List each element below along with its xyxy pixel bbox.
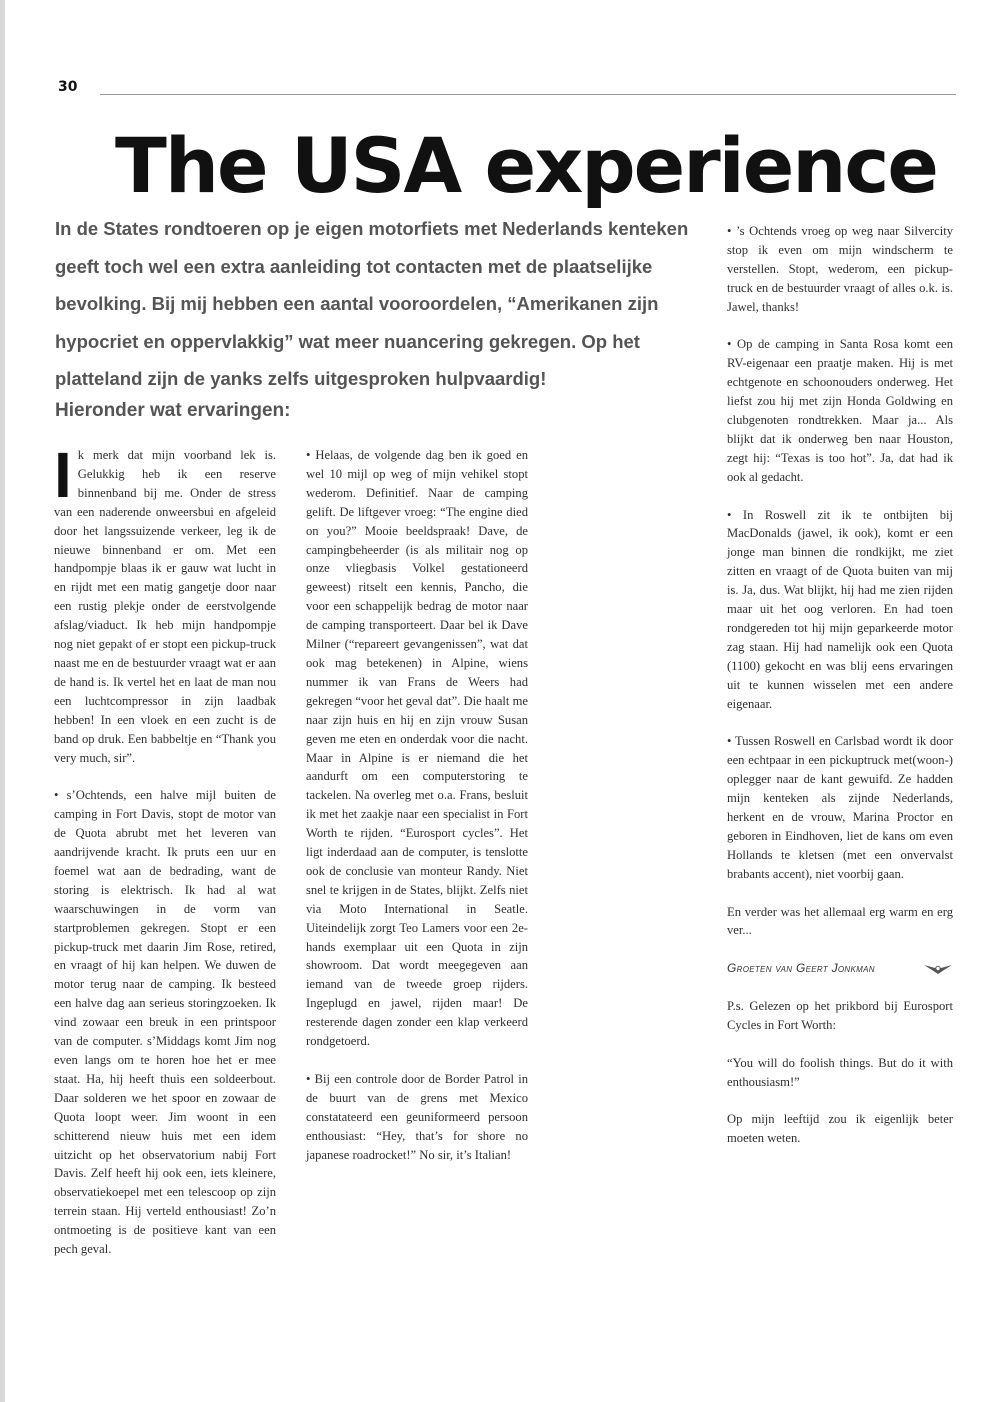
author-signoff: Groeten van Geert Jonkman xyxy=(727,961,875,976)
ps-quote: “You will do foolish things. But do it with enthousiasm!” xyxy=(727,1055,953,1089)
paragraph-8: • Tussen Roswell en Carlsbad wordt ik door een echtpaar in een pickuptruck met(woon-) oplegger naar de kant gewuifd. Ze hadden mijn kenteken als zijnde Nederlands, herkent en de vrouw, Marina Proctor en geboren in Eindhoven, liet de kans om even Hollands te kletsen (met een onvervalst brabants accent), niet voorbij gaan. xyxy=(727,734,953,881)
paragraph-4: • Bij een controle door de Border Patrol in de buurt van de grens met Mexico constatateerd een geuniformeerd persoon enthousiast: “Hey, that’s for shore no japanese roadrocket!” No sir, it’s Italian! xyxy=(306,1071,528,1162)
paragraph-9: En verder was het allemaal erg warm en erg ver... xyxy=(727,904,953,938)
text-column-2 xyxy=(306,446,528,1183)
drop-cap: I xyxy=(54,439,72,511)
paragraph-3: • Helaas, de volgende dag ben ik goed en wel 10 mijl op weg of mijn vehikel stopt wederom. Definitief. Naar de camping gelift. De liftgever vroeg: “The engine died on you?” Mooie beeldspraak! Dave, de campingbeheerder (is als militair nog op onze vliegbasis Volkel gestationeerd geweest) ritselt een kennis, Pancho, die voor een schappelijk bedrag de motor naar de camping transporteert. Daar bel ik Dave Milner (“repareert gevangenissen”, wat dat ook mag betekenen) in Alpine, wiens nummer ik van Frans de Weers had gekregen “voor het geval dat”. Die haalt me naar zijn huis en hij en zijn vrouw Susan geven me eten en onderdak voor die nacht. Maar in Alpine is er niemand die het aandurft om een computerstoring te tackelen. Na overleg met o.a. Frans, besluit ik met het zaakje naar een specialist in Fort Worth te rijden. “Eurosport cycles”. Het ligt inderdaad aan de computer, is tenslotte ook de conclusie van monteur Randy. Niet snel te krijgen in de States, blijkt. Zelfs niet via Moto International in Seatle. Uiteindelijk zorgt Teo Lamers voor een 2e-hands exemplaar uit een Quota in zijn showroom. Dat wordt meegegeven aan iemand van de tweede groep rijders. Ingeplugd en jawel, rijden maar! De resterende dagen zonder een klap verkeerd rondgetoerd. xyxy=(306,448,528,1049)
winged-logo-icon xyxy=(923,962,953,976)
article-title: The USA experience xyxy=(115,121,937,210)
paragraph-1-text: k merk dat mijn voorband lek is. Gelukkig heb ik een reserve binnenband bij me. Onder de stress van een naderende onweersbui en afgeleid door het langssuizende verkeer, leg ik de nieuwe binnenband er om. Met een handpompje blaas ik er gauw wat lucht in en rijdt met een matig gangetje door naar een rustig plekje onder de eerstvolgende afslag/viaduct. Ik heb mijn handpompje nog niet gepakt of er stopt een pickup-truck naast me en de bestuurder vraagt wat er aan de hand is. Ik vertel het en laat de man nou een luchtcompressor in zijn laadbak hebben! In een vloek en een zucht is de band op druk. Een babbeltje en “Thank you very much, sir”. xyxy=(54,448,276,765)
paragraph-5: • ’s Ochtends vroeg op weg naar Silvercity stop ik even om mijn windscherm te verstellen. Stopt, wederom, een pickup-truck en de bestuurder vraagt of alles o.k. is. Jawel, thanks! xyxy=(727,224,953,314)
ps-lead: P.s. Gelezen op het prikbord bij Eurosport Cycles in Fort Worth: xyxy=(727,999,953,1032)
text-column-1 xyxy=(54,439,276,1278)
article-intro: In de States rondtoeren op je eigen motorfiets met Nederlands kenteken geeft toch wel een extra aanleiding tot contacten met de plaatselijke bevolking. Bij mij hebben een aantal vooroordelen, “Amerikanen zijn hypocriet en oppervlakkig” wat meer nuancering gekregen. Op het platteland zijn de yanks zelfs uitgesproken hulpvaardig! xyxy=(55,218,689,390)
paragraph-2: • s’Ochtends, een halve mijl buiten de camping in Fort Davis, stopt de motor van de Quota abrubt met het leveren van aandrijvende kracht. Ik pruts een uur en foemel wat aan de bedrading, want de storing is elektrisch. Ik had al wat waarschuwingen in de vorm van startproblemen gekregen. Stopt er een pickup-truck met daarin Jim Rose, retired, en vraagt of hij kan helpen. We duwen de motor terug naar de camping. Ik besteed een halve dag aan serieus storingzoeken. Ik vind zowaar een breuk in een printspoor van de computer. s’Middags komt Jim nog even langs om te horen hoe het er mee staat. Ha, hij heeft thuis een soldeerbout. Daar solderen we het spoor en zowaar de Quota loopt weer. Jim woont in een schitterend nieuw huis met een idem uitzicht op het observatorium nabij Fort Davis. Zelf heeft hij ook een, iets kleinere, observatiekoepel met een telescoop op zijn terrein staan. Hij verteld enthousiast! Zo’n ontmoeting is de positieve kant van een pech geval. xyxy=(54,788,276,1257)
paragraph-7: • In Roswell zit ik te ontbijten bij MacDonalds (jawel, ik ook), komt er een jonge man binnen die rondkijkt, me ziet zitten en vraagt of de Quota buiten van mij is. Ja, dus. Wat blijkt, hij had me zien rijden maar uit het oog verloren. En had toen rondgereden tot hij mijn geparkeerde motor zag staan. Hij had namelijk ook een Quota (1100) gekocht en was blij eens ervaringen uit te kunnen wisselen met een andere eigenaar. xyxy=(727,507,953,711)
article-subhead: Hieronder wat ervaringen: xyxy=(55,400,291,421)
page-edge-rule xyxy=(0,0,5,1402)
paragraph-1 xyxy=(54,439,276,767)
page-number: 30 xyxy=(58,79,78,95)
text-column-3 xyxy=(727,222,953,1167)
paragraph-6: • Op de camping in Santa Rosa komt een RV-eigenaar een praatje maken. Hij is met echtgenote en schoonouders onderweg. Het liefst zou hij met zijn Honda Goldwing en clubgenoten rondtrekken. Maar ja... Als blijkt dat ik onderweg ben naar Houston, zegt hij: “Texas is too hot”. Ja, dat had ik ook al gedacht. xyxy=(727,337,953,484)
ps-tail: Op mijn leeftijd zou ik eigenlijk beter moeten weten. xyxy=(727,1112,953,1146)
signoff-row xyxy=(727,959,953,978)
header-rule xyxy=(100,94,956,95)
